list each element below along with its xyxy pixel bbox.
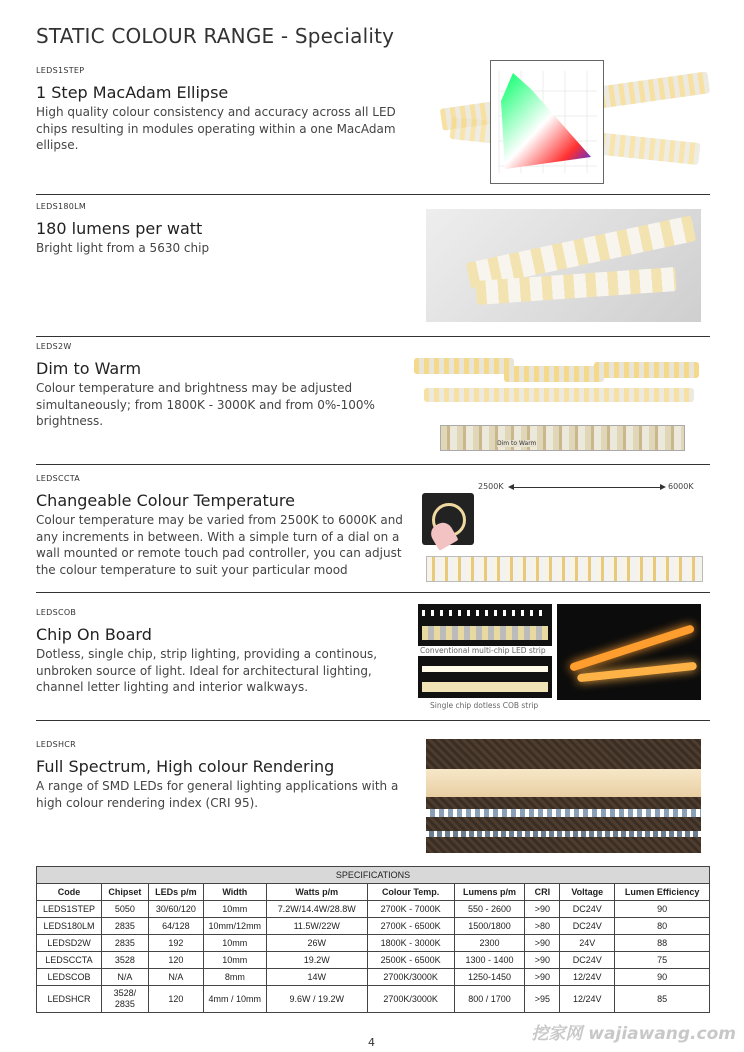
table-cell: 2700K/3000K [367, 969, 454, 986]
table-cell: 4mm / 10mm [203, 986, 266, 1013]
product-description: A range of SMD LEDs for general lighting applications with a high colour rendering index (CRI 95). [36, 779, 399, 810]
section-divider [36, 336, 710, 337]
product-heading: Dim to Warm [36, 359, 142, 378]
strip-print-label: Dim to Warm [497, 440, 537, 447]
table-cell: 9.6W / 19.2W [266, 986, 367, 1013]
table-cell: >80 [525, 918, 560, 935]
table-header-row [37, 884, 710, 901]
table-cell: 2300 [454, 935, 525, 952]
table-cell: 2835 [101, 935, 148, 952]
specifications-table [36, 866, 710, 1013]
table-cell: >90 [525, 901, 560, 918]
table-body [37, 901, 710, 1013]
column-header: Width [203, 884, 266, 901]
product-heading: Chip On Board [36, 625, 152, 644]
product-heading: 1 Step MacAdam Ellipse [36, 83, 229, 102]
product-code: LEDS180LM [36, 202, 87, 211]
section-divider [36, 720, 710, 721]
product-code: LEDS1STEP [36, 66, 85, 75]
table-cell: 90 [615, 969, 710, 986]
page-title: STATIC COLOUR RANGE - Speciality [36, 24, 395, 48]
column-header: CRI [525, 884, 560, 901]
table-cell: 8mm [203, 969, 266, 986]
product-heading: Full Spectrum, High colour Rendering [36, 757, 335, 776]
section-divider [36, 464, 710, 465]
cob-glow-image [557, 604, 701, 700]
conventional-strip-image [418, 604, 552, 646]
watermark: 挖家网 wajiawang.com [531, 1024, 736, 1044]
table-cell: 192 [148, 935, 203, 952]
cie-chart-icon [490, 60, 604, 184]
table-cell: N/A [148, 969, 203, 986]
table-cell: 10mm [203, 952, 266, 969]
product-description: Bright light from a 5630 chip [36, 241, 210, 255]
hcr-strip-image [426, 739, 701, 853]
section-divider [36, 194, 710, 195]
table-cell: 30/60/120 [148, 901, 203, 918]
table-row [37, 918, 710, 935]
table-cell: 550 - 2600 [454, 901, 525, 918]
table-cell: 1800K - 3000K [367, 935, 454, 952]
cct-arrow [512, 487, 662, 488]
table-cell: 120 [148, 986, 203, 1013]
table-cell: 64/128 [148, 918, 203, 935]
table-cell: 12/24V [560, 969, 615, 986]
table-cell: 12/24V [560, 986, 615, 1013]
table-cell: 10mm [203, 935, 266, 952]
table-cell: 7.2W/14.4W/28.8W [266, 901, 367, 918]
table-cell: 90 [615, 901, 710, 918]
table-cell: 800 / 1700 [454, 986, 525, 1013]
table-cell: 2835 [101, 918, 148, 935]
table-cell: 5050 [101, 901, 148, 918]
table-cell: LEDSCCTA [37, 952, 102, 969]
table-cell: 1500/1800 [454, 918, 525, 935]
product-code: LEDSCOB [36, 608, 77, 617]
table-cell: LEDSCOB [37, 969, 102, 986]
table-cell: 26W [266, 935, 367, 952]
table-cell: 3528 [101, 952, 148, 969]
table-cell: N/A [101, 969, 148, 986]
180lm-strip-image [426, 209, 701, 322]
table-cell: 2700K/3000K [367, 986, 454, 1013]
table-cell: >90 [525, 969, 560, 986]
table-title: SPECIFICATIONS [37, 867, 710, 884]
product-code: LEDS2W [36, 342, 72, 351]
table-cell: 85 [615, 986, 710, 1013]
product-code: LEDSHCR [36, 740, 77, 749]
table-cell: >95 [525, 986, 560, 1013]
product-description: Dotless, single chip, strip lighting, providing a continous, unbroken source of light. Ideal for architectural lighting, channel letter lighting and interior walkways. [36, 647, 378, 694]
cct-high-label: 6000K [668, 482, 694, 491]
section-divider [36, 592, 710, 593]
column-header: Colour Temp. [367, 884, 454, 901]
table-cell: 75 [615, 952, 710, 969]
product-description: Colour temperature and brightness may be adjusted simultaneously; from 1800K - 3000K and from 0%-100% brightness. [36, 381, 375, 428]
table-row [37, 952, 710, 969]
dial-controller-image [422, 493, 474, 545]
column-header: Code [37, 884, 102, 901]
table-cell: 10mm/12mm [203, 918, 266, 935]
table-row [37, 901, 710, 918]
arrow-left-icon [508, 484, 514, 490]
table-cell: 14W [266, 969, 367, 986]
arrow-right-icon [660, 484, 666, 490]
table-cell: 1250-1450 [454, 969, 525, 986]
table-cell: 11.5W/22W [266, 918, 367, 935]
table-cell: LEDS1STEP [37, 901, 102, 918]
product-heading: Changeable Colour Temperature [36, 491, 295, 510]
table-cell: 1300 - 1400 [454, 952, 525, 969]
table-cell: LEDS180LM [37, 918, 102, 935]
cob-caption: Single chip dotless COB strip [430, 701, 539, 710]
table-cell: >90 [525, 935, 560, 952]
cob-strip-image [418, 656, 552, 698]
table-cell: 2700K - 6500K [367, 918, 454, 935]
table-cell: 2500K - 6500K [367, 952, 454, 969]
table-cell: DC24V [560, 952, 615, 969]
table-cell: 88 [615, 935, 710, 952]
table-cell: LEDSHCR [37, 986, 102, 1013]
table-cell: 2700K - 7000K [367, 901, 454, 918]
page-number: 4 [368, 1036, 375, 1049]
table-cell: 10mm [203, 901, 266, 918]
table-row [37, 986, 710, 1013]
macadam-strip-image [440, 60, 710, 185]
dim-to-warm-strips-image [414, 344, 704, 416]
conventional-caption: Conventional multi-chip LED strip [420, 646, 546, 655]
table-cell: 24V [560, 935, 615, 952]
column-header: Lumens p/m [454, 884, 525, 901]
product-code: LEDSCCTA [36, 474, 81, 483]
dim-to-warm-closeup [440, 425, 685, 451]
table-cell: DC24V [560, 918, 615, 935]
column-header: Watts p/m [266, 884, 367, 901]
table-cell: 3528/ 2835 [101, 986, 148, 1013]
cct-strip-image [426, 556, 703, 582]
table-cell: 19.2W [266, 952, 367, 969]
product-heading: 180 lumens per watt [36, 219, 203, 238]
table-row [37, 969, 710, 986]
table-cell: DC24V [560, 901, 615, 918]
table-cell: 120 [148, 952, 203, 969]
product-description: High quality colour consistency and accuracy across all LED chips resulting in modules operating within a one MacAdam ellipse. [36, 105, 396, 152]
table-cell: LEDSD2W [37, 935, 102, 952]
table-cell: 80 [615, 918, 710, 935]
column-header: LEDs p/m [148, 884, 203, 901]
column-header: Voltage [560, 884, 615, 901]
cct-low-label: 2500K [478, 482, 504, 491]
table-row [37, 935, 710, 952]
column-header: Chipset [101, 884, 148, 901]
table-cell: >90 [525, 952, 560, 969]
column-header: Lumen Efficiency [615, 884, 710, 901]
product-description: Colour temperature may be varied from 2500K to 6000K and any increments in between. With a simple turn of a dial on a wall mounted or remote touch pad controller, you can adjust the colour temperature to suit your particular mood [36, 513, 403, 577]
